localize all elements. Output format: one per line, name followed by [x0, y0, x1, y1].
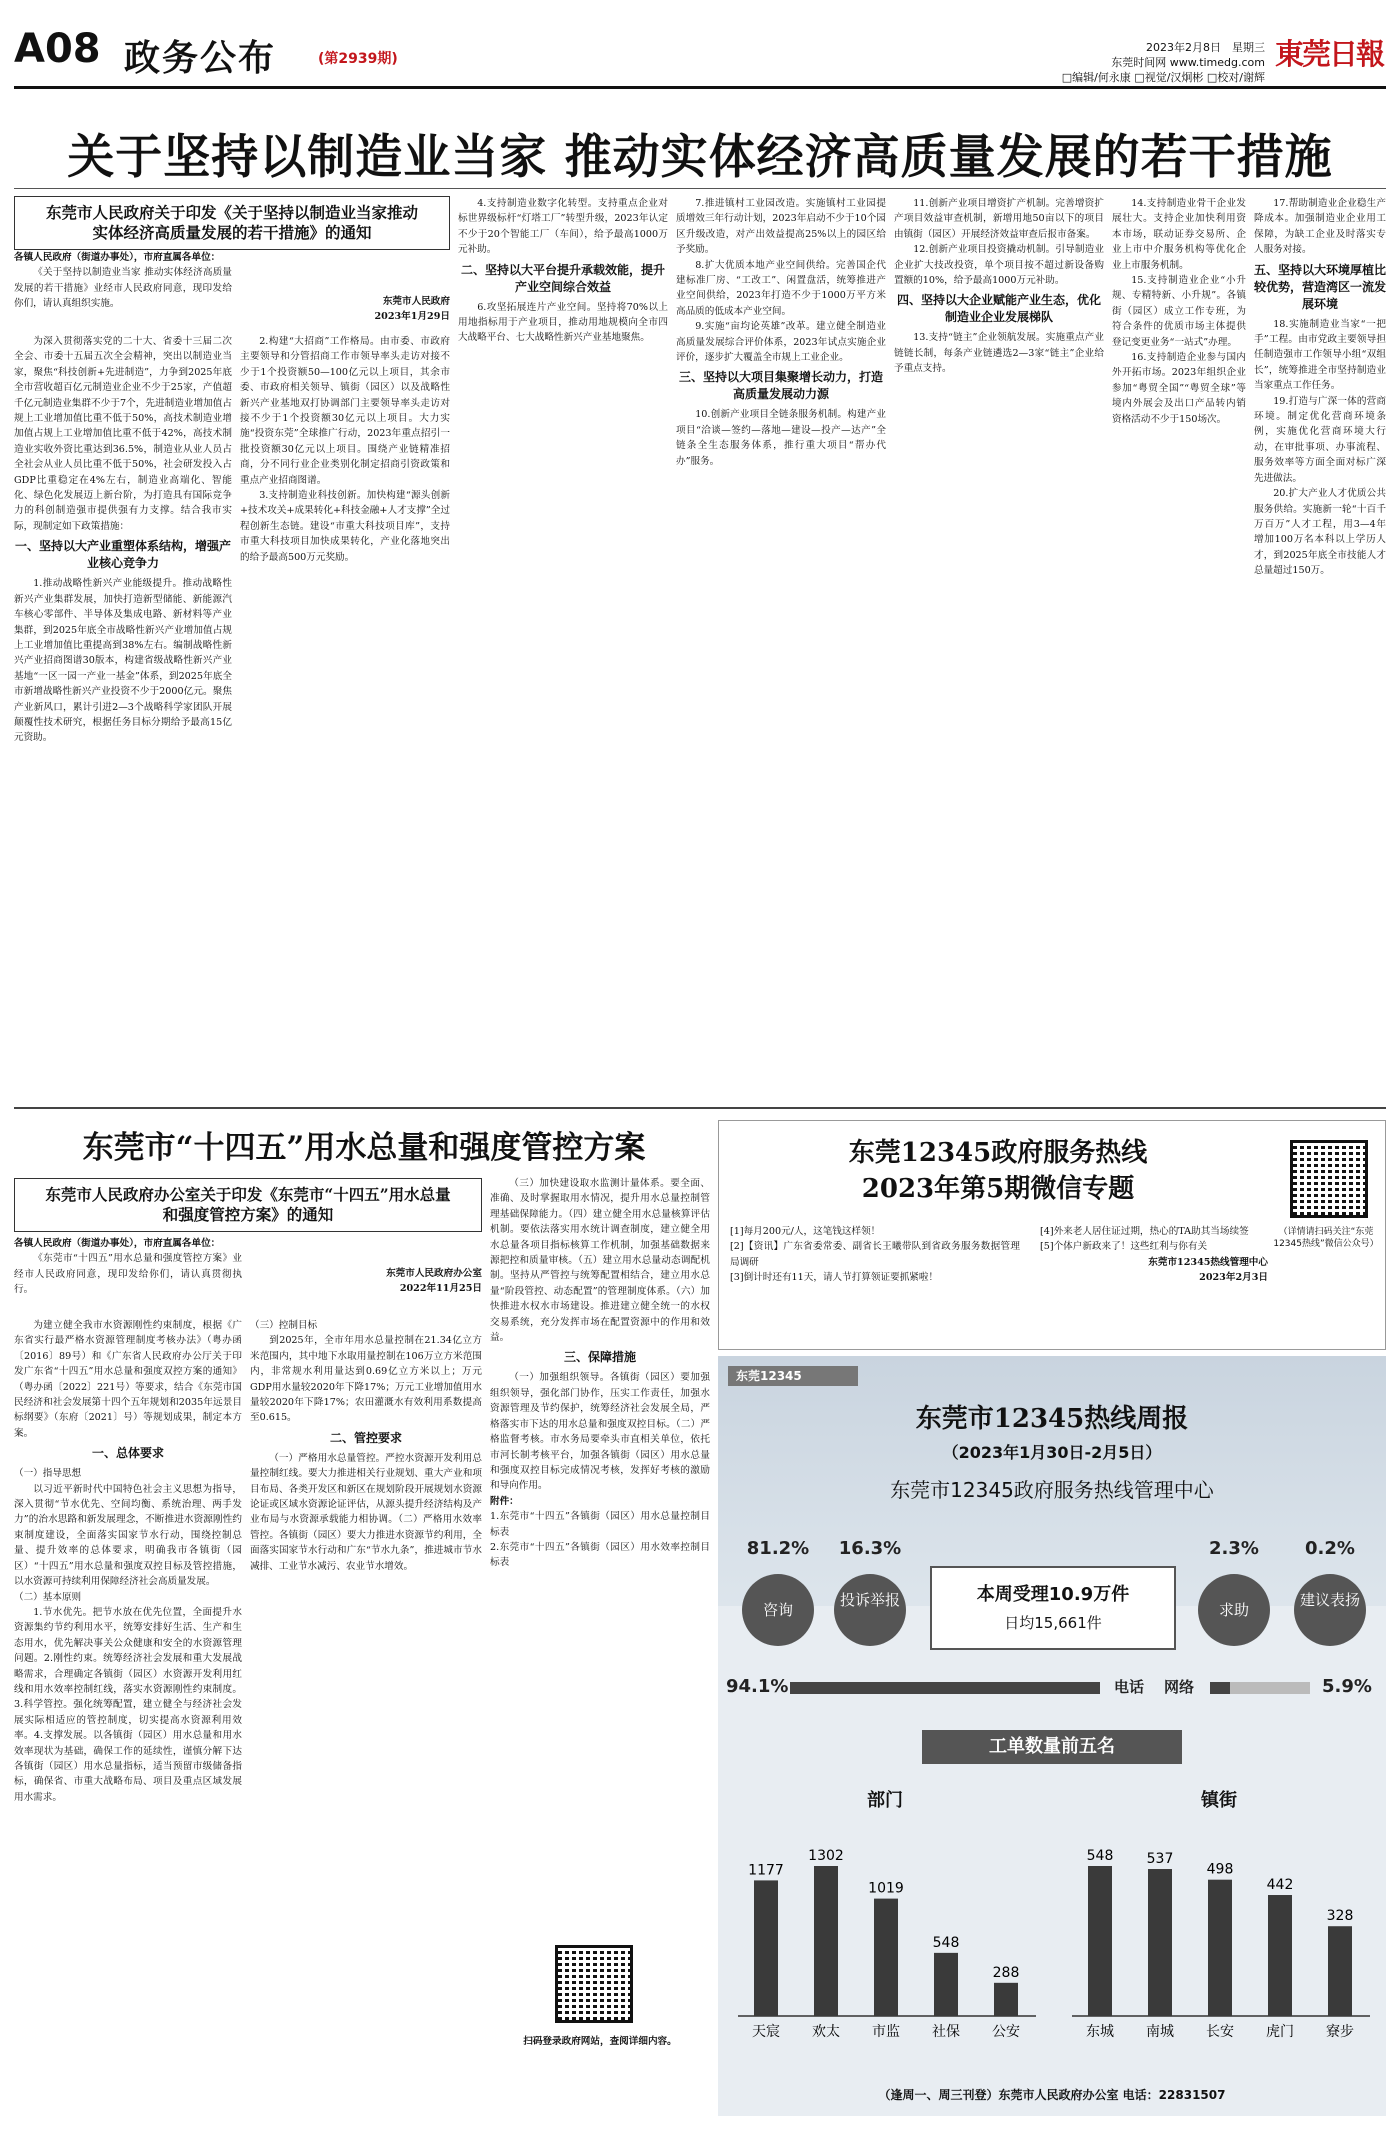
water-signer: 东莞市人民政府办公室 [386, 1268, 482, 1279]
help-pct: 2.3% [1209, 1538, 1259, 1559]
measure-13: 13.支持“链主”企业领航发展。实施重点产业链链长制，每条产业链遴选2—3家“链主”企业给予重点支持。 [894, 332, 1104, 375]
water-col-1 [14, 1318, 242, 2118]
phone-pct: 94.1% [726, 1676, 789, 1697]
notice1-title: 东莞市人民政府关于印发《关于坚持以制造业当家推动实体经济高质量发展的若干措施》的通知 [14, 196, 450, 250]
complaint-pct: 16.3% [838, 1538, 902, 1559]
measure-17: 17.帮助制造业企业稳生产降成本。加强制造业企业用工保障，为缺工企业及时落实专人服务对接。 [1254, 198, 1386, 256]
water-h1c: （三）控制目标 [250, 1320, 318, 1331]
bar-市监 [874, 1899, 898, 2016]
water-attach-heading: 附件： [490, 1495, 519, 1507]
town-chart-title: 镇街 [1201, 1790, 1237, 1811]
water-notice-block [14, 1178, 482, 1232]
water-t6: （一）加强组织领导。各镇街（园区）要加强组织领导，强化部门协作，压实工作责任，加强水资源管理及节约保护，统筹经济社会发展全局，严格落实市下达的用水总量和强度双控目标。（二）严格监督考核。市水务局要牵头市直相关单位，依托市河长制考核平台，加强各镇街（园区）用水总量和强度双控目标完成情况考核，发挥好考核的激励和导向作用。 [490, 1372, 710, 1492]
report-footer: （逢周一、周三刊登）东莞市人民政府办公室 电话：22831507 [878, 2088, 1226, 2102]
bar-value-label: 1302 [808, 1848, 844, 1864]
water-t4: （一）严格用水总量管控。严控水资源开发利用总量控制红线。要大力推进相关行业规划、重大产业和项目布局、各类开发区和新区在规划阶段开展规划水资源论证或区域水资源论证评估，从源头提升经济结构及产业布局与水资源承载能力相协调。（二）严格用水效率管控。各镇街（园区）要大力推进水资源节约利用，全面落实国家节水行动和广东“节水九条”，推进城市节水减排、工业节水减污、农业节水增效。 [250, 1452, 482, 1572]
measure-14: 14.支持制造业骨干企业发展壮大。支持企业加快利用资本市场，联动证券交易所、企业上市中介服务机构等优化企业上市服务机制。 [1112, 198, 1246, 271]
help-bubble: 求助 [1198, 1574, 1270, 1646]
water-attach-2: 2.东莞市“十四五”各镇街（园区）用水效率控制目标表 [490, 1541, 710, 1569]
water-h1: 一、总体要求 [91, 1446, 164, 1461]
notice1-date: 2023年1月29日 [374, 311, 450, 323]
web-bar [1210, 1682, 1230, 1694]
measures-section-4: 四、坚持以大企业赋能产业生态，优化制造业企业发展梯队 [896, 293, 1101, 325]
measures-col-3 [458, 196, 668, 1104]
measure-10: 10.创新产业项目全链条服务机制。构建产业项目“洽谈—签约—落地—建设—投产—达产”全链条全生态服务体系，推行重大项目“帮办代办”服务。 [676, 409, 886, 467]
bar-category-label: 社保 [932, 2024, 960, 2040]
bar-value-label: 1019 [868, 1880, 904, 1897]
water-t2: 1.节水优先。把节水放在优先位置，全面提升水资源集约节约利用水平，统筹安排好生活、生产和生态用水，优先解决事关公众健康和安全的水资源管理问题。2.刚性约束。统筹经济社会发展和重大发展战略需求，合理确定各镇街（园区）水资源开发利用红线和用水效率控制红线，落实水资源刚性约束制度。3.科学管控。强化统筹配置，建立健全与经济社会发展实际相适应的管控制度，切实提高水资源利用效率。4.支撑发展。以各镇街（园区）用水总量和用水效率现状为基础，确保工作的延续性，谨慎分解下达各镇街（园区）用水总量指标，适当预留市级储备指标，确保省、市重大战略布局、项目及重点区域发展用水需求。 [14, 1606, 242, 1803]
issue-number: (第2939期) [318, 51, 398, 67]
water-addressee: 各镇人民政府（街道办事处），市府直属各单位： [14, 1238, 221, 1249]
water-attach-1: 1.东莞市“十四五”各镇街（园区）用水总量控制目标表 [490, 1511, 710, 1538]
top5-title: 工单数量前五名 [922, 1730, 1182, 1764]
water-h2: 二、管控要求 [329, 1430, 402, 1445]
measure-11: 11.创新产业项目增资扩产机制。完善增资扩产项目效益审查机制，新增用地50亩以下的项目由镇街（园区）开展经济效益审查后报市备案。 [894, 198, 1104, 240]
web-pct: 5.9% [1322, 1676, 1372, 1697]
bar-value-label: 537 [1146, 1851, 1174, 1868]
measure-8: 8.扩大优质本地产业空间供给。完善国企代建标准厂房、“工改工”、闲置盘活，统筹推进产业空间供给，2023年打造不少于1000万平方米高品质的低成本产业空间。 [676, 259, 886, 317]
measure-19: 19.打造与广深一体的营商环境。制定优化营商环境条例，实施优化营商环境大行动，在审批事项、办事流程、服务效率等方面全面对标广深先进做法。 [1254, 395, 1386, 484]
hotline-item[interactable]: [3]倒计时还有11天，请人节打算领证要抓紧啦！ [730, 1272, 939, 1284]
phone-bar [790, 1682, 1100, 1694]
water-intro: 为建立健全我市水资源刚性约束制度，根据《广东省实行最严格水资源管理制度考核办法》（粤办函〔2016〕89号）和《广东省人民政府办公厅关于印发广东省“十四五”用水总量和强度双控方案的通知》（粤办函〔2022〕221号）等要求，结合《东莞市国民经济和社会发展第十四个五年规划和2035年远景目标纲要》（东府〔2021〕号）等规划成果，制定本方案。 [14, 1320, 242, 1439]
weekly-report [718, 1356, 1386, 2116]
water-heading: 东莞市“十四五”用水总量和强度管控方案 [82, 1130, 646, 1166]
main-headline: 关于坚持以制造业当家 推动实体经济高质量发展的若干措施 [67, 130, 1333, 185]
bar-虎门 [1268, 1895, 1292, 2016]
suggest-bubble: 建议表扬 [1294, 1574, 1366, 1646]
bar-东城 [1088, 1866, 1112, 2016]
site: 东莞时间网 www.timedg.com [1111, 56, 1265, 69]
section-divider [14, 1107, 1386, 1109]
measures-col-2 [240, 334, 450, 1104]
hotline-list-right [1040, 1224, 1268, 1286]
measure-4: 4.支持制造业数字化转型。支持重点企业对标世界级标杆“灯塔工厂”转型升级，2023年认定不少于20个智能工厂（车间），给予最高1000万元补助。 [458, 198, 668, 256]
bar-category-label: 市监 [872, 2024, 900, 2040]
bar-寮步 [1328, 1926, 1352, 2016]
measure-15: 15.支持制造业企业“小升规、专精特新、小升规”。各镇街（园区）成立工作专班，为符合条件的优质市场主体提供登记变更业务“一站式”办理。 [1112, 275, 1246, 348]
hotline-title: 东莞12345政府服务热线 [848, 1138, 1148, 1168]
measures-col-6 [1112, 196, 1246, 1104]
report-banner: 东莞12345 [728, 1366, 858, 1386]
report-period: （2023年1月30日-2月5日） [942, 1443, 1162, 1462]
bar-公安 [994, 1983, 1018, 2016]
bar-category-label: 公安 [992, 2024, 1020, 2040]
top5-charts [718, 1816, 1386, 2046]
measures-intro: 为深入贯彻落实党的二十大、省委十三届二次全会、市委十五届五次全会精神，突出以制造业当家，聚焦“科技创新+先进制造”，力争到2025年底全市营收超百亿元制造业企业不少于25家，产值超千亿元制造业集群不少于7个，先进制造业增加值占规上工业增加值比重不低于50%，高技术制造业增加值占规上工业增加值比重不低于42%，高技术制造业实收外资比重达到36.5%，制造业从业人员占全社会从业人员比重不低于50%，社会研发投入占GDP比重稳定在4%左右，制造业高端化、智能化、绿色化发展迈上新台阶，为打造具有国际竞争力的科创制造强市提供强有力支撑。结合我市实际，现制定如下政策措施： [14, 336, 232, 532]
measures-col-1 [14, 334, 232, 1104]
water-sign-col [250, 1236, 482, 1297]
water-qr-caption: 扫码登录政府网站，查阅详细内容。 [523, 2036, 677, 2047]
phone-label: 电话 [1113, 1678, 1144, 1696]
measure-18: 18.实施制造业当家“一把手”工程。由市党政主要领导担任制造强市工作领导小组“双组长”，统筹推进全市坚持制造业当家重点工作任务。 [1254, 318, 1386, 392]
notice1-addressee-col [14, 250, 232, 312]
bar-天宸 [754, 1880, 778, 2016]
web-label: 网络 [1163, 1678, 1194, 1696]
bar-category-label: 欢太 [812, 2024, 840, 2040]
measure-1: 1.推动战略性新兴产业能级提升。推动战略性新兴产业集群发展，加快打造新型储能、新能源汽车核心零部件、半导体及集成电路、新材料等产业集群，到2025年底全市战略性新兴产业增加值占规上工业增加值比重提高到38%左右。编制战略性新兴产业招商图谱30版本，构建省级战略性新兴产业基地“一区一园一产业一基金”体系，到2025年底全市新增战略性新兴产业投资不少于2000亿元。聚焦产业新风口，累计引进2—3个战略科学家团队开展颠覆性技术研究，根据任务目标分期给予最高15亿元资助。 [14, 578, 232, 744]
page-code: A08 [14, 26, 101, 72]
hotline-item[interactable]: [4]外来老人居住证过期，热心的TA助其当场续签 [1040, 1226, 1249, 1237]
consult-bubble: 咨询 [742, 1574, 814, 1646]
bar-value-label: 548 [932, 1934, 960, 1951]
daily-average: 日均15,661件 [1004, 1614, 1102, 1632]
bar-value-label: 442 [1266, 1877, 1294, 1894]
bar-value-label: 1177 [748, 1862, 784, 1879]
bar-category-label: 寮步 [1326, 2024, 1354, 2040]
masthead-rule [14, 86, 1386, 89]
dept-chart-title: 部门 [867, 1790, 903, 1811]
notice1-body: 《关于坚持以制造业当家 推动实体经济高质量发展的若干措施》业经市人民政府同意，现印发给你们，请认真组织实施。 [14, 267, 232, 310]
hotline-heading [718, 1135, 1278, 1207]
hotline-list-left [730, 1224, 1020, 1286]
water-t1: 以习近平新时代中国特色社会主义思想为指导，深入贯彻“节水优先、空间均衡、系统治理、两手发力”的治水思路和新发展理念，不断推进水资源刚性约束制度建设，全面落实国家节水行动，围绕控制总量、提升效率的总体要求，明确我市各镇街（园区）“十四五”用水总量和强度双控目标及管控措施，以水资源可持续利用保障经济社会高质量发展。 [14, 1483, 242, 1588]
headline-rule [14, 188, 1386, 189]
bar-value-label: 288 [992, 1964, 1020, 1981]
newspaper-logo: 東莞日報 [1275, 37, 1384, 71]
bar-category-label: 虎门 [1266, 2024, 1294, 2040]
hotline-item[interactable]: [2]【资讯】广东省委常委、副省长王曦带队到省政务服务数据管理局调研 [730, 1241, 1020, 1268]
bar-value-label: 498 [1206, 1861, 1234, 1878]
bar-欢太 [814, 1866, 838, 2016]
water-col-3 [490, 1176, 710, 1936]
bar-南城 [1148, 1869, 1172, 2016]
water-t3: 到2025年，全市年用水总量控制在21.34亿立方米范围内，其中地下水取用量控制在106万立方米范围内，非常规水利用量达到0.69亿立方米以上；万元GDP用水量较2020年下降17%；万元工业增加值用水量较2020年下降17%；农田灌溉水有效利用系数提高至0.615。 [250, 1335, 482, 1424]
masthead [0, 0, 1400, 120]
dateline [1055, 40, 1265, 85]
gov-site-qr-code[interactable] [555, 1945, 633, 2023]
water-h3: 三、保障措施 [563, 1350, 636, 1365]
measure-20: 20.扩大产业人才优质公共服务供给。实施新一轮“十百千万百万”人才工程，用3—4年增加100万名本科以上学历人才，到2025年底全市技能人才总量超过150万。 [1254, 488, 1386, 577]
bar-社保 [934, 1953, 958, 2016]
suggest-pct: 0.2% [1305, 1538, 1355, 1559]
bar-value-label: 328 [1326, 1908, 1354, 1925]
date: 2023年2月8日 星期三 [1146, 41, 1265, 54]
weekly-total-box [930, 1566, 1176, 1650]
measures-section-2: 二、坚持以大平台提升承载效能，提升产业空间综合效益 [460, 262, 665, 294]
measures-col-4 [676, 196, 886, 1104]
consult-pct: 81.2% [746, 1538, 810, 1559]
measures-section-5: 五、坚持以大环境厚植比较优势，营造湾区一流发展环境 [1254, 262, 1386, 311]
bar-category-label: 南城 [1146, 2024, 1174, 2040]
measures-section-1: 一、坚持以大产业重塑体系结构，增强产业核心竞争力 [14, 539, 231, 571]
hotline-subtitle: 2023年第5期微信专题 [861, 1174, 1135, 1204]
hotline-item[interactable]: [5]个体户新政来了！这些红利与你有关 [1040, 1241, 1208, 1253]
hotline-item[interactable]: [1]每月200元/人，这笔钱这样领！ [730, 1226, 881, 1237]
water-h1b: （二）基本原则 [14, 1591, 82, 1603]
bar-category-label: 东城 [1086, 2024, 1114, 2040]
report-title: 东莞市12345热线周报 [915, 1404, 1189, 1434]
measure-7: 7.推进镇村工业园改造。实施镇村工业园提质增效三年行动计划，2023年启动不少于10个园区升级改造，对产出效益提高25%以上的园区给予奖励。 [676, 198, 886, 256]
bar-value-label: 548 [1086, 1848, 1114, 1864]
bar-长安 [1208, 1880, 1232, 2016]
notice1-block [14, 196, 450, 250]
measure-6: 6.攻坚拓展连片产业空间。坚持将70%以上用地指标用于产业项目，推动用地规模向全市四大战略平台、七大战略性新兴产业基地聚焦。 [458, 301, 668, 344]
report-center: 东莞市12345政府服务热线管理中心 [890, 1478, 1214, 1502]
measures-section-3: 三、坚持以大项目集聚增长动力，打造高质量发展动力源 [678, 370, 883, 402]
hotline-signer: 东莞市12345热线管理中心 [1148, 1256, 1268, 1268]
measure-3: 3.支持制造业科技创新。加快构建“源头创新+技术攻关+成果转化+科技金融+人才支撑”全过程创新生态链。建设“市重大科技项目库”，支持市重大科技项目加快成果转化，产业化落地突出的给予最高500万元奖励。 [240, 490, 450, 563]
measure-2: 2.构建“大招商”工作格局。由市委、市政府主要领导和分管招商工作市领导率头走访对接不少于1个投资额50—100亿元以上项目，其余市委、市政府相关领导、镇街（园区）以及战略性新兴产业基地双打协调部门主要领导率头走访对接不少于1个投资额30亿元以上项目。大力实施“投资东莞”全球推广行动，2023年重点招引一批投资额30亿元以上项目。围绕产业链精准招商，分不同行业企业类别化制定招商引资政策和重点产业招商图谱。 [240, 336, 450, 486]
water-notice-title: 东莞市人民政府办公室关于印发《东莞市“十四五”用水总量和强度管控方案》的通知 [14, 1178, 482, 1232]
water-addressee-col [14, 1236, 242, 1298]
hotline-qr-code[interactable] [1290, 1140, 1368, 1218]
water-h1a: （一）指导思想 [14, 1468, 82, 1480]
weekly-total: 本周受理10.9万件 [976, 1584, 1130, 1605]
notice1-signer: 东莞市人民政府 [382, 296, 450, 307]
measures-col-7 [1254, 196, 1386, 1104]
hotline-qr-caption: （详情请扫码关注“东莞12345热线”微信公众号） [1273, 1227, 1379, 1249]
measure-9: 9.实施“亩均论英雄”改革。建立健全制造业高质量发展综合评价体系，2023年试点实施企业评价，逐步扩大覆盖全市规上工业企业。 [676, 321, 886, 364]
notice1-addressee: 各镇人民政府（街道办事处），市府直属各单位： [14, 252, 221, 263]
hotline-date: 2023年2月3日 [1199, 1272, 1268, 1284]
section-title: 政务公布 [124, 37, 277, 79]
water-date: 2022年11月25日 [399, 1283, 482, 1295]
bar-category-label: 天宸 [752, 2024, 780, 2040]
water-notice-body: 《东莞市“十四五”用水总量和强度管控方案》业经市人民政府同意，现印发给你们，请认真贯彻执行。 [14, 1253, 242, 1296]
editors: □编辑/何永康 □视觉/汉炯彬 □校对/谢辉 [1061, 71, 1265, 84]
measure-12: 12.创新产业项目投资撬动机制。引导制造业企业扩大技改投资，单个项目按不超过新设备购置额的10%，给予最高1000万元补助。 [894, 244, 1104, 287]
measure-16: 16.支持制造企业参与国内外开拓市场。2023年组织企业参加“粤贸全国”“粤贸全球”等境内外展会及出口产品转内销资格活动不少于150场次。 [1112, 352, 1246, 425]
measures-col-5 [894, 196, 1104, 1104]
complaint-bubble: 投诉举报 [834, 1574, 906, 1646]
water-t5: （三）加快建设取水监测计量体系。要全面、准确、及时掌握取用水情况，提升用水总量控制管理基础保障能力。（四）建立健全用水总量核算评估机制。要依法落实用水统计调查制度，建立健全用水总量各项目指标核算工作机制，加强基础数据来源把控和质量审核。（五）建立用水总量动态调配机制。坚持从严管控与统筹配置相结合，建立用水总量“阶段管控、动态配置”的管理制度体系。（六）加快推进水权水市场建设。推进建立健全统一的水权交易系统，充分发挥市场在配置资源中的作用和效益。 [490, 1178, 710, 1344]
bar-category-label: 长安 [1206, 2024, 1234, 2040]
water-col-2 [250, 1318, 482, 2118]
notice1-sign-col [240, 250, 450, 325]
